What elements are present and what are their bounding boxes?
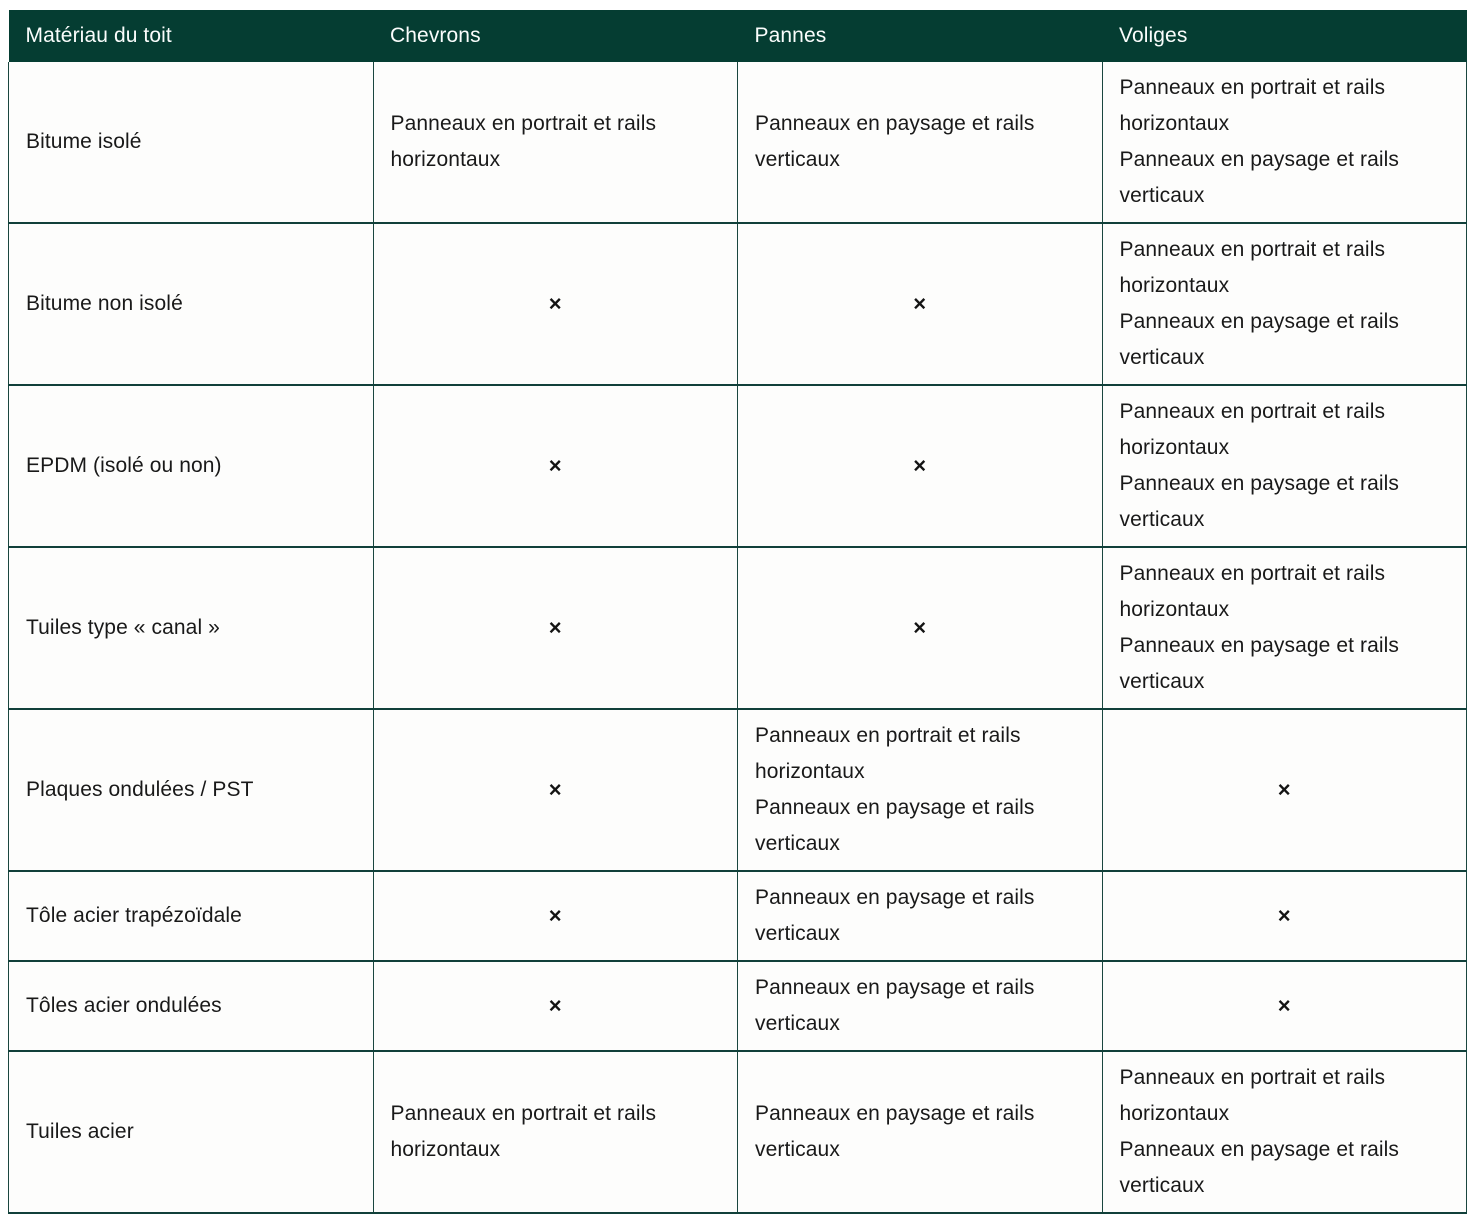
pannes-cell	[738, 871, 1103, 961]
mounting-option-text: Panneaux en paysage et rails verticaux	[1119, 148, 1399, 207]
chevrons-cell	[373, 385, 738, 547]
pannes-cell	[738, 961, 1103, 1051]
pannes-cell	[738, 709, 1103, 871]
material-cell: Plaques ondulées / PST	[9, 709, 374, 871]
voliges-cell	[1102, 547, 1467, 709]
pannes-cell	[738, 385, 1103, 547]
table-row	[9, 871, 1467, 961]
table-row	[9, 547, 1467, 709]
material-cell: Tôle acier trapézoïdale	[9, 871, 374, 961]
not-compatible-mark: ×	[548, 614, 562, 640]
mounting-option-text: Panneaux en paysage et rails verticaux	[1119, 1138, 1399, 1197]
chevrons-cell	[373, 961, 738, 1051]
chevrons-cell	[373, 223, 738, 385]
mounting-option-text: Panneaux en paysage et rails verticaux	[755, 976, 1035, 1035]
not-compatible-mark: ×	[548, 992, 562, 1018]
mounting-option-text: Panneaux en portrait et rails horizontaux	[1119, 76, 1386, 135]
not-compatible-mark: ×	[1277, 992, 1291, 1018]
table-row	[9, 62, 1467, 223]
mounting-option-text: Panneaux en portrait et rails horizontaux	[755, 724, 1021, 783]
header-row	[9, 10, 1467, 62]
pannes-cell	[738, 547, 1103, 709]
not-compatible-mark: ×	[913, 290, 927, 316]
chevrons-cell	[373, 709, 738, 871]
mounting-option-text: Panneaux en portrait et rails horizontaux	[1119, 562, 1386, 621]
not-compatible-mark: ×	[548, 776, 562, 802]
not-compatible-mark: ×	[1277, 902, 1291, 928]
mounting-option-text: Panneaux en paysage et rails verticaux	[755, 1102, 1035, 1161]
not-compatible-mark: ×	[548, 902, 562, 928]
pannes-cell	[738, 223, 1103, 385]
mounting-option-text: Panneaux en portrait et rails horizontaux	[1119, 238, 1386, 297]
chevrons-cell	[373, 547, 738, 709]
mounting-option-text: Panneaux en paysage et rails verticaux	[755, 112, 1035, 171]
voliges-cell	[1102, 385, 1467, 547]
mounting-option-text: Panneaux en paysage et rails verticaux	[1119, 472, 1399, 531]
voliges-cell	[1102, 871, 1467, 961]
mounting-option-text: Panneaux en paysage et rails verticaux	[755, 796, 1035, 855]
mounting-option-text: Panneaux en portrait et rails horizontaux	[1119, 1066, 1386, 1125]
voliges-cell	[1102, 62, 1467, 223]
not-compatible-mark: ×	[548, 290, 562, 316]
material-cell: Tuiles type « canal »	[9, 547, 374, 709]
table-row	[9, 223, 1467, 385]
material-cell: Bitume isolé	[9, 62, 374, 223]
header-voliges: Voliges	[1102, 10, 1467, 62]
mounting-option-text: Panneaux en portrait et rails horizontaux	[1119, 400, 1386, 459]
mounting-option-text: Panneaux en portrait et rails horizontaux	[390, 112, 657, 171]
pannes-cell	[738, 62, 1103, 223]
material-cell: Bitume non isolé	[9, 223, 374, 385]
table-row	[9, 961, 1467, 1051]
material-cell: Tôles acier ondulées	[9, 961, 374, 1051]
voliges-cell	[1102, 709, 1467, 871]
roof-material-compatibility-table	[8, 10, 1467, 1214]
not-compatible-mark: ×	[548, 452, 562, 478]
mounting-option-text: Panneaux en paysage et rails verticaux	[1119, 634, 1399, 693]
table-row	[9, 709, 1467, 871]
table-header	[9, 10, 1467, 62]
material-cell: EPDM (isolé ou non)	[9, 385, 374, 547]
mounting-option-text: Panneaux en paysage et rails verticaux	[755, 886, 1035, 945]
header-material: Matériau du toit	[9, 10, 374, 62]
voliges-cell	[1102, 223, 1467, 385]
material-cell: Tuiles acier	[9, 1051, 374, 1213]
chevrons-cell	[373, 62, 738, 223]
header-chevrons: Chevrons	[373, 10, 738, 62]
table-row	[9, 385, 1467, 547]
voliges-cell	[1102, 961, 1467, 1051]
not-compatible-mark: ×	[913, 452, 927, 478]
voliges-cell	[1102, 1051, 1467, 1213]
not-compatible-mark: ×	[913, 614, 927, 640]
header-pannes: Pannes	[738, 10, 1103, 62]
mounting-option-text: Panneaux en portrait et rails horizontaux	[390, 1102, 657, 1161]
chevrons-cell	[373, 871, 738, 961]
not-compatible-mark: ×	[1277, 776, 1291, 802]
mounting-option-text: Panneaux en paysage et rails verticaux	[1119, 310, 1399, 369]
table-body	[9, 62, 1467, 1213]
table-row	[9, 1051, 1467, 1213]
pannes-cell	[738, 1051, 1103, 1213]
chevrons-cell	[373, 1051, 738, 1213]
